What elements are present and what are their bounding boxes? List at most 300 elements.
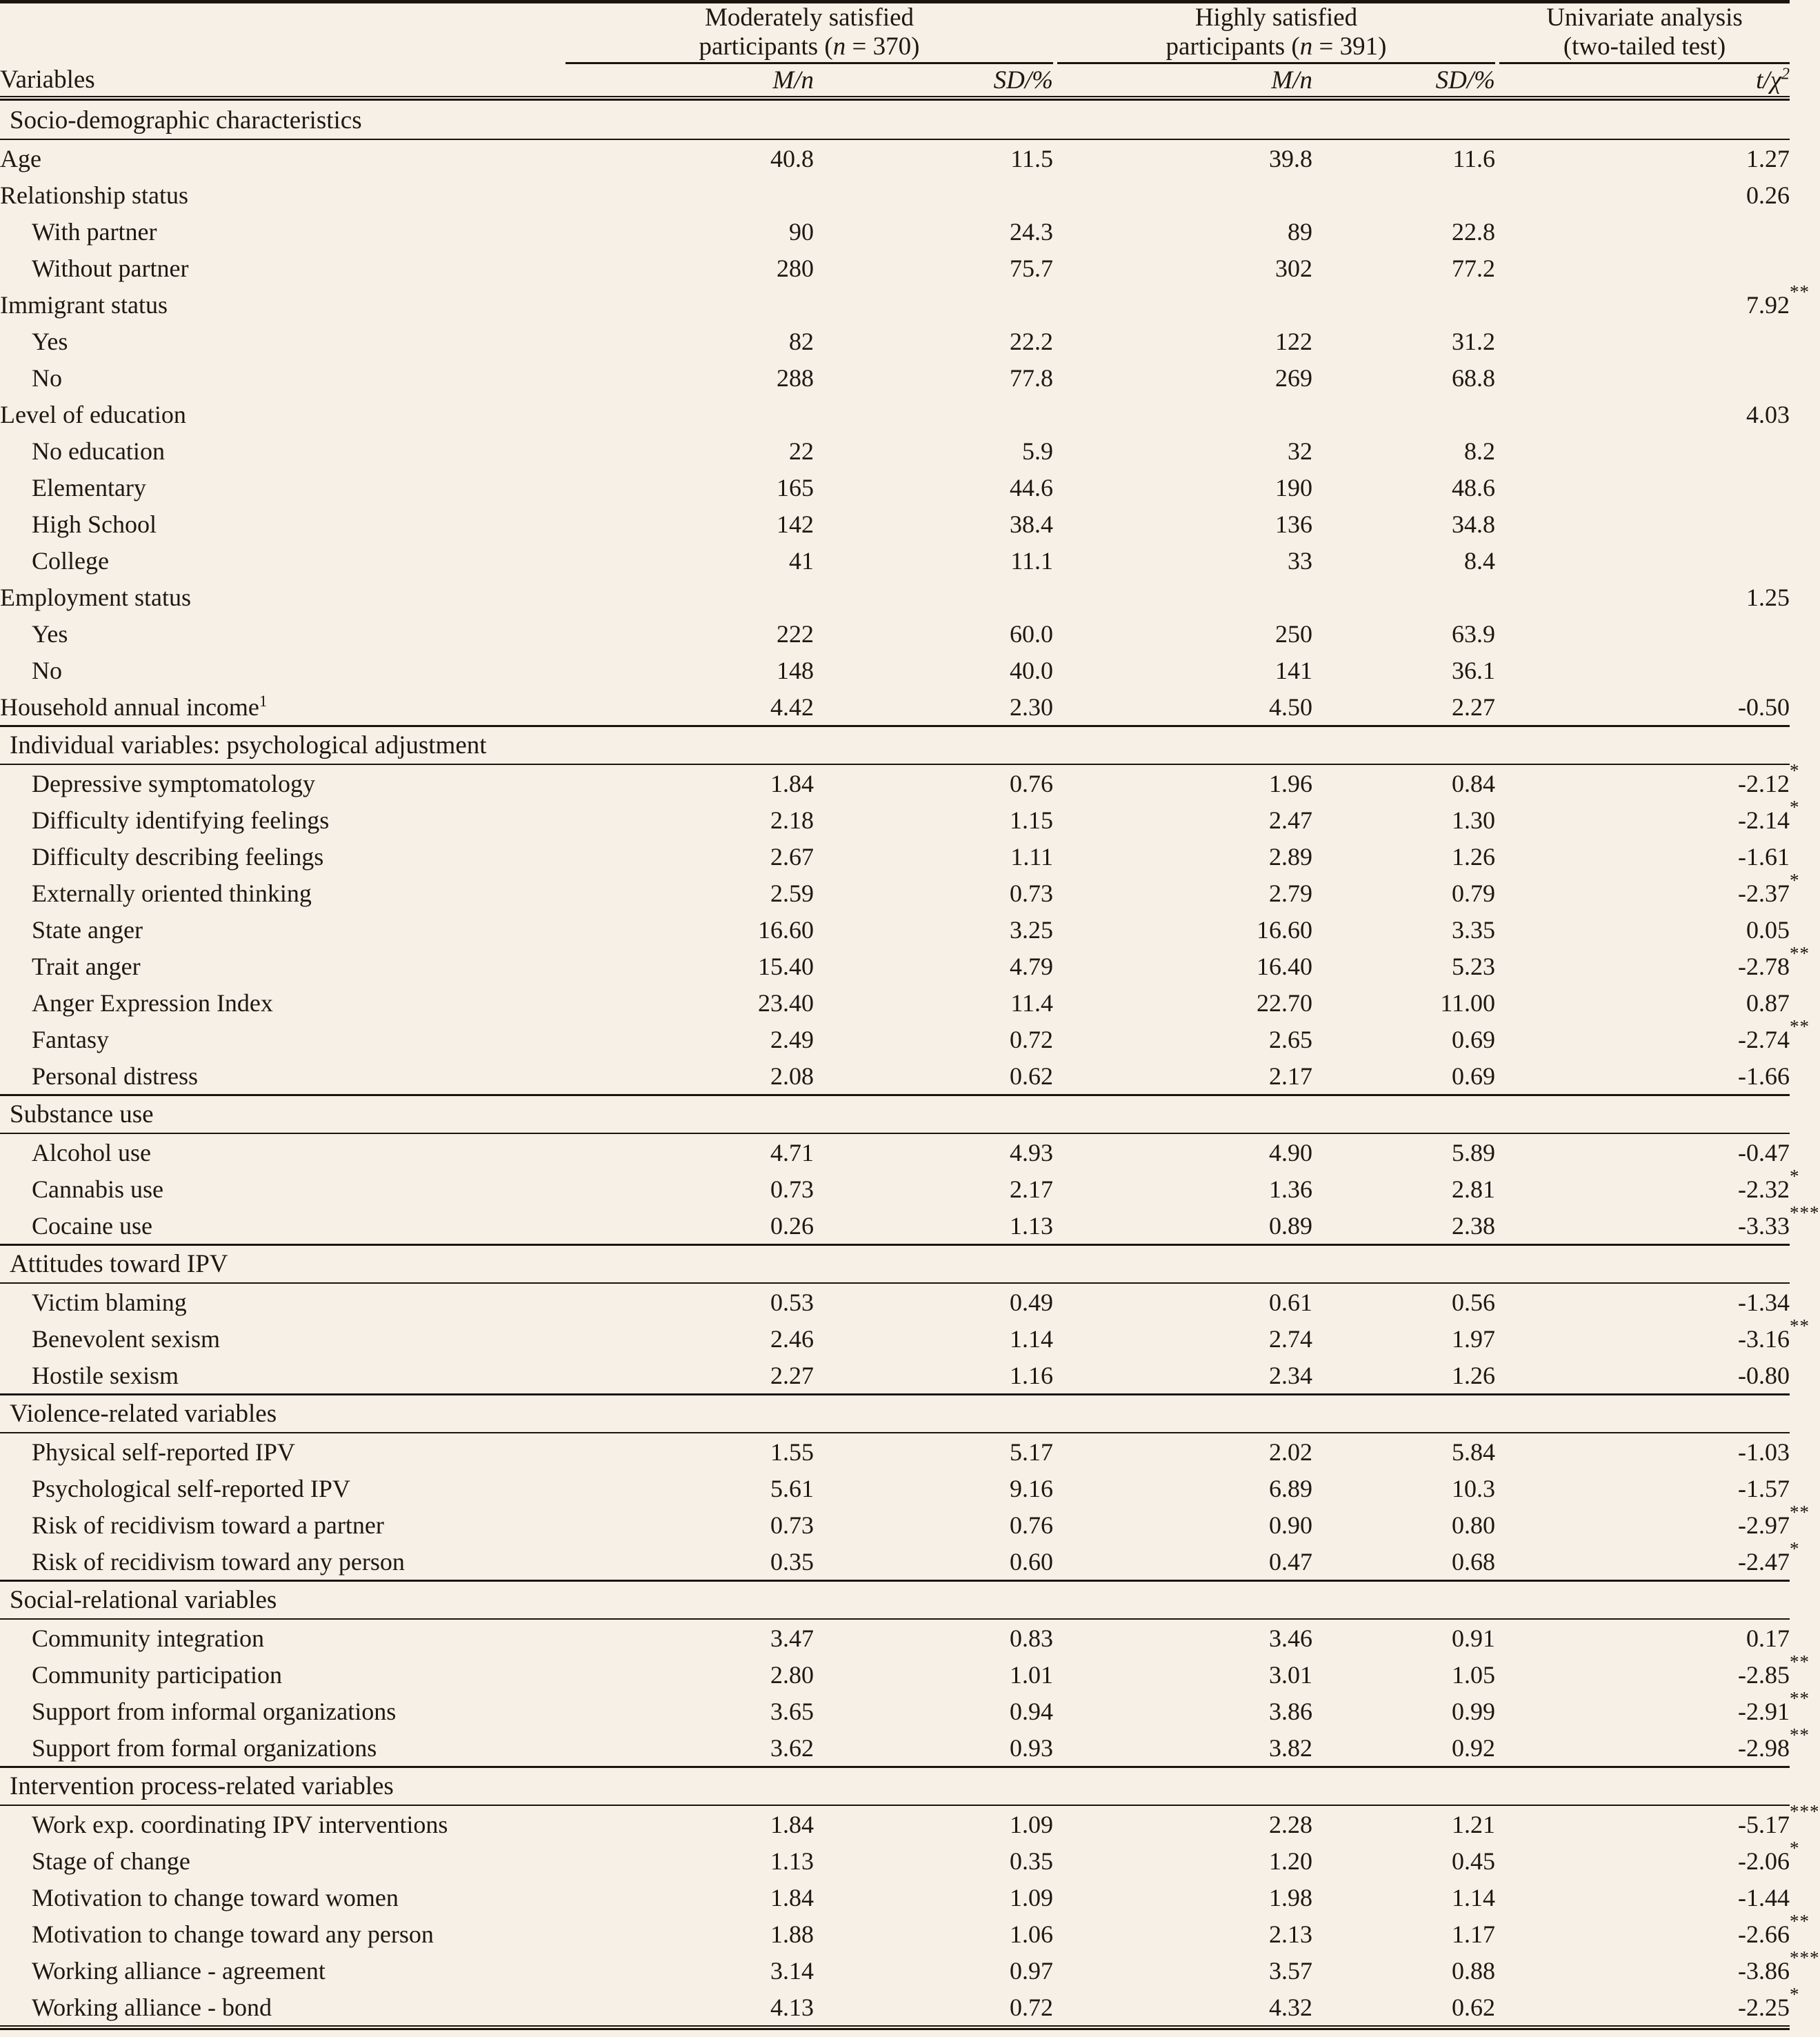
value-m-moderate: 2.27 xyxy=(770,1361,814,1389)
table-row xyxy=(0,1842,1790,1879)
statistic-value: -1.34 xyxy=(1738,1288,1790,1316)
value-sd-high: 2.38 xyxy=(1452,1211,1495,1240)
value-statistic xyxy=(1499,942,1810,984)
value-m-high: 190 xyxy=(1275,473,1312,501)
value-sd-high: 22.8 xyxy=(1452,217,1495,246)
value-sd-high xyxy=(1312,396,1495,433)
variable-label: Age xyxy=(0,144,41,172)
value-sd-moderate: 0.83 xyxy=(1010,1624,1053,1652)
value-m-moderate: 2.46 xyxy=(770,1324,814,1353)
value-m-high: 16.40 xyxy=(1257,952,1312,980)
value-m-high: 3.86 xyxy=(1269,1697,1312,1725)
value-sd-moderate: 2.30 xyxy=(1010,693,1053,721)
group-header-empty-cell xyxy=(0,3,566,63)
value-statistic xyxy=(1499,1538,1800,1581)
variable-label: Yes xyxy=(32,619,68,648)
table-row xyxy=(0,1729,1790,1767)
statistic-value: -3.16 ** xyxy=(1738,1315,1810,1353)
value-sd-high: 5.84 xyxy=(1452,1438,1495,1466)
value-statistic xyxy=(1499,911,1790,948)
statistic-value: -2.37 * xyxy=(1738,869,1800,907)
value-sd-high: 0.88 xyxy=(1452,1956,1495,1985)
statistic-value: 0.17 xyxy=(1746,1624,1790,1652)
table-row xyxy=(0,213,1790,250)
column-header-m-moderate: M/n xyxy=(772,66,814,95)
value-statistic xyxy=(1499,1202,1820,1245)
table-row xyxy=(0,359,1790,396)
table-row xyxy=(0,802,1790,838)
section-title: Substance use xyxy=(0,1095,1790,1134)
value-m-moderate: 0.26 xyxy=(770,1211,814,1240)
value-sd-moderate: 11.5 xyxy=(1010,144,1053,172)
value-sd-moderate: 22.2 xyxy=(1010,327,1053,355)
value-sd-high: 31.2 xyxy=(1452,327,1495,355)
table-row xyxy=(0,1320,1790,1357)
header-bottom-rule xyxy=(0,96,1790,102)
value-sd-high: 0.79 xyxy=(1452,879,1495,907)
table-row xyxy=(0,139,1790,177)
value-sd-moderate: 0.76 xyxy=(1010,769,1053,797)
value-sd-moderate: 0.35 xyxy=(1010,1847,1053,1875)
value-statistic xyxy=(1499,1357,1790,1395)
variable-label: Community participation xyxy=(32,1660,282,1689)
variable-label: High School xyxy=(32,510,157,538)
table-body xyxy=(0,102,1820,2025)
value-sd-moderate: 1.14 xyxy=(1010,1324,1053,1353)
table-row xyxy=(0,1916,1790,1952)
value-statistic xyxy=(1499,281,1810,323)
variable-label: Fantasy xyxy=(32,1025,109,1053)
value-sd-moderate: 40.0 xyxy=(1010,656,1053,684)
variable-label: Externally oriented thinking xyxy=(32,879,312,907)
table-row xyxy=(0,1357,1790,1395)
significance-stars: ** xyxy=(1790,1687,1810,1709)
variable-label: Working alliance - bond xyxy=(32,1993,272,2021)
value-m-high: 2.02 xyxy=(1269,1438,1312,1466)
table-row xyxy=(0,1470,1790,1507)
table-row xyxy=(0,1133,1790,1171)
statistic-value: 0.26 xyxy=(1746,181,1790,209)
value-sd-high: 1.26 xyxy=(1452,842,1495,871)
table-row xyxy=(0,1656,1790,1693)
table-row xyxy=(0,1693,1790,1729)
value-m-moderate: 280 xyxy=(777,254,814,282)
variable-label: Difficulty describing feelings xyxy=(32,842,324,871)
value-m-moderate: 1.55 xyxy=(770,1438,814,1466)
value-m-high: 3.82 xyxy=(1269,1733,1312,1762)
value-sd-high: 1.97 xyxy=(1452,1324,1495,1353)
value-m-moderate: 1.84 xyxy=(770,769,814,797)
value-m-moderate: 222 xyxy=(777,619,814,648)
table-row xyxy=(0,396,1790,433)
value-sd-moderate: 1.16 xyxy=(1010,1361,1053,1389)
value-statistic xyxy=(1499,1947,1820,1989)
value-m-high: 0.89 xyxy=(1269,1211,1312,1240)
value-sd-moderate: 1.15 xyxy=(1010,806,1053,834)
value-sd-high: 0.69 xyxy=(1452,1062,1495,1090)
value-sd-high: 0.56 xyxy=(1452,1288,1495,1316)
value-statistic xyxy=(1499,838,1790,875)
variable-label: No xyxy=(32,656,62,684)
value-statistic xyxy=(1499,1057,1790,1095)
value-statistic xyxy=(1499,1837,1800,1879)
value-statistic xyxy=(1499,177,1790,213)
value-sd-high: 1.17 xyxy=(1452,1920,1495,1948)
variable-label: Household annual income$^1$ xyxy=(0,692,268,721)
variable-label: Anger Expression Index xyxy=(32,988,273,1017)
value-statistic xyxy=(1499,688,1790,726)
value-m-moderate: 2.18 xyxy=(770,806,814,834)
variable-label: College xyxy=(32,546,109,575)
variable-label: With partner xyxy=(32,217,157,246)
value-sd-moderate xyxy=(814,177,1053,213)
value-statistic xyxy=(1499,796,1800,838)
variable-label: Psychological self-reported IPV xyxy=(32,1474,350,1502)
column-header-row xyxy=(0,63,1790,97)
variable-label: Cannabis use xyxy=(32,1175,163,1203)
value-m-moderate: 1.84 xyxy=(770,1810,814,1838)
group-title-line1: Highly satisfied xyxy=(1194,3,1358,32)
value-statistic xyxy=(1499,359,1790,396)
value-m-moderate: 3.47 xyxy=(770,1624,814,1652)
value-sd-moderate: 0.60 xyxy=(1010,1547,1053,1576)
value-sd-moderate: 44.6 xyxy=(1010,473,1053,501)
value-statistic xyxy=(1499,1619,1790,1656)
variable-label: Community integration xyxy=(32,1624,264,1652)
value-m-high: 2.65 xyxy=(1269,1025,1312,1053)
value-sd-moderate: 1.09 xyxy=(1010,1883,1053,1911)
value-m-high: 4.32 xyxy=(1269,1993,1312,2021)
value-m-high: 2.74 xyxy=(1269,1324,1312,1353)
value-sd-moderate: 0.76 xyxy=(1010,1511,1053,1539)
table-row xyxy=(0,469,1790,506)
value-m-high: 136 xyxy=(1275,510,1312,538)
value-m-high: 4.90 xyxy=(1269,1138,1312,1166)
value-sd-moderate: 4.79 xyxy=(1010,952,1053,980)
column-header-sd-high: SD/% xyxy=(1435,66,1495,95)
value-m-high: 1.96 xyxy=(1269,769,1312,797)
section-title: Individual variables: psychological adjustment xyxy=(0,726,1790,765)
value-m-moderate: 1.88 xyxy=(770,1920,814,1948)
table-row xyxy=(0,1057,1790,1095)
significance-stars: *** xyxy=(1790,1947,1820,1968)
chi-square-exponent: 2 xyxy=(1781,65,1790,83)
value-sd-high: 0.92 xyxy=(1452,1733,1495,1762)
variable-label: Hostile sexism xyxy=(32,1361,179,1389)
value-sd-moderate: 0.49 xyxy=(1010,1288,1053,1316)
table-row xyxy=(0,1021,1790,1057)
value-sd-high: 1.30 xyxy=(1452,806,1495,834)
variable-label: Difficulty identifying feelings xyxy=(32,806,330,834)
significance-stars: *** xyxy=(1790,1202,1820,1223)
variable-label: Trait anger xyxy=(32,952,141,980)
variable-label: Yes xyxy=(32,327,68,355)
variable-label: Risk of recidivism toward a partner xyxy=(32,1511,384,1539)
table-row xyxy=(0,542,1790,579)
value-m-moderate: 2.67 xyxy=(770,842,814,871)
section-title: Attitudes toward IPV xyxy=(0,1245,1790,1284)
value-m-moderate: 4.71 xyxy=(770,1138,814,1166)
group-header-univariate-analysis xyxy=(1499,3,1790,63)
value-sd-high: 2.27 xyxy=(1452,693,1495,721)
value-statistic xyxy=(1499,1724,1810,1767)
statistic-value: -1.44 xyxy=(1738,1883,1790,1911)
value-sd-high: 77.2 xyxy=(1452,254,1495,282)
value-m-moderate: 22 xyxy=(789,437,814,465)
value-m-moderate: 3.62 xyxy=(770,1733,814,1762)
value-m-moderate: 1.13 xyxy=(770,1847,814,1875)
value-sd-moderate: 1.01 xyxy=(1010,1660,1053,1689)
table-row xyxy=(0,652,1790,688)
table-row xyxy=(0,323,1790,359)
value-sd-high: 0.80 xyxy=(1452,1511,1495,1539)
statistic-value: -0.50 xyxy=(1738,693,1790,721)
value-sd-moderate: 0.97 xyxy=(1010,1956,1053,1985)
variable-label: State anger xyxy=(32,915,143,944)
value-sd-high: 1.05 xyxy=(1452,1660,1495,1689)
column-header-sd-moderate: SD/% xyxy=(993,66,1053,95)
variable-label: Motivation to change toward any person xyxy=(32,1920,434,1948)
value-statistic xyxy=(1499,1433,1790,1470)
significance-stars: ** xyxy=(1790,942,1810,964)
section-header-row xyxy=(0,1581,1790,1620)
value-m-high: 4.50 xyxy=(1269,693,1312,721)
table-row xyxy=(0,1879,1790,1916)
value-statistic xyxy=(1499,542,1790,579)
section-header-row xyxy=(0,1767,1790,1806)
section-header-row xyxy=(0,1245,1790,1284)
value-sd-high xyxy=(1312,286,1495,323)
statistic-value: 1.27 xyxy=(1746,144,1790,172)
value-statistic xyxy=(1499,1165,1800,1207)
significance-stars: * xyxy=(1790,1538,1800,1559)
value-sd-moderate: 60.0 xyxy=(1010,619,1053,648)
value-m-moderate: 0.73 xyxy=(770,1511,814,1539)
statistic-value: -2.97 ** xyxy=(1738,1501,1810,1539)
value-sd-high: 36.1 xyxy=(1452,656,1495,684)
significance-stars: * xyxy=(1790,1165,1800,1186)
value-statistic xyxy=(1499,615,1790,652)
value-m-high: 39.8 xyxy=(1269,144,1312,172)
value-m-moderate: 3.14 xyxy=(770,1956,814,1985)
variable-label: Support from informal organizations xyxy=(32,1697,397,1725)
variable-label: Level of education xyxy=(0,400,186,428)
significance-stars: *** xyxy=(1790,1800,1820,1822)
variable-label: Benevolent sexism xyxy=(32,1324,220,1353)
value-m-moderate: 142 xyxy=(777,510,814,538)
value-m-moderate: 0.53 xyxy=(770,1288,814,1316)
value-m-high: 2.34 xyxy=(1269,1361,1312,1389)
statistic-value: -2.14 * xyxy=(1738,796,1800,834)
variable-label: Without partner xyxy=(32,254,189,282)
value-sd-moderate xyxy=(814,579,1053,615)
value-m-moderate xyxy=(566,579,814,615)
value-m-moderate: 2.59 xyxy=(770,879,814,907)
value-statistic xyxy=(1499,869,1800,911)
value-sd-moderate: 77.8 xyxy=(1010,364,1053,392)
significance-stars: * xyxy=(1790,1837,1800,1858)
variable-label: Risk of recidivism toward any person xyxy=(32,1547,405,1576)
value-statistic xyxy=(1499,652,1790,688)
value-sd-moderate: 5.17 xyxy=(1010,1438,1053,1466)
variable-label: Physical self-reported IPV xyxy=(32,1438,295,1466)
value-sd-moderate: 3.25 xyxy=(1010,915,1053,944)
statistic-value: 0.05 xyxy=(1746,915,1790,944)
value-statistic xyxy=(1499,250,1790,286)
group-header-moderately-satisfied xyxy=(566,3,1053,63)
table-row xyxy=(0,984,1790,1021)
table-row xyxy=(0,1619,1790,1656)
table-row xyxy=(0,250,1790,286)
value-statistic xyxy=(1499,984,1790,1021)
value-statistic xyxy=(1499,433,1790,469)
value-sd-high: 0.62 xyxy=(1452,1993,1495,2021)
value-m-high: 250 xyxy=(1275,619,1312,648)
table-row xyxy=(0,688,1790,726)
value-sd-moderate: 0.73 xyxy=(1010,879,1053,907)
value-sd-moderate: 11.4 xyxy=(1010,988,1053,1017)
value-sd-high: 48.6 xyxy=(1452,473,1495,501)
table-row xyxy=(0,1283,1790,1320)
value-statistic xyxy=(1499,1687,1810,1729)
value-m-moderate: 0.73 xyxy=(770,1175,814,1203)
value-m-high: 16.60 xyxy=(1257,915,1312,944)
value-sd-moderate: 38.4 xyxy=(1010,510,1053,538)
column-header-t-chi2: $t/\chi^2$ xyxy=(1756,65,1790,95)
statistic-value: -2.78 ** xyxy=(1738,942,1810,980)
value-sd-moderate: 24.3 xyxy=(1010,217,1053,246)
variable-label: Cocaine use xyxy=(32,1211,152,1240)
variable-label: Elementary xyxy=(32,473,146,501)
value-m-high: 1.98 xyxy=(1269,1883,1312,1911)
value-sd-moderate: 0.93 xyxy=(1010,1733,1053,1762)
table-row xyxy=(0,1989,1790,2025)
value-m-high: 89 xyxy=(1288,217,1312,246)
value-statistic xyxy=(1499,1800,1820,1842)
table-row xyxy=(0,1207,1790,1245)
value-m-high: 122 xyxy=(1275,327,1312,355)
significance-stars: ** xyxy=(1790,1315,1810,1336)
significance-stars: * xyxy=(1790,869,1800,891)
group-header-highly-satisfied xyxy=(1057,3,1495,63)
value-sd-high: 5.23 xyxy=(1452,952,1495,980)
value-m-high: 302 xyxy=(1275,254,1312,282)
value-sd-high: 11.6 xyxy=(1452,144,1495,172)
value-statistic xyxy=(1499,506,1790,542)
variable-label: No education xyxy=(32,437,165,465)
value-m-high: 22.70 xyxy=(1257,988,1312,1017)
statistic-value: -2.98 ** xyxy=(1738,1724,1810,1762)
value-sd-high: 10.3 xyxy=(1452,1474,1495,1502)
statistic-value: 4.03 xyxy=(1746,400,1790,428)
value-sd-high: 2.81 xyxy=(1452,1175,1495,1203)
value-statistic xyxy=(1499,1133,1790,1171)
value-m-moderate: 5.61 xyxy=(770,1474,814,1502)
section-header-row xyxy=(0,1095,1790,1134)
value-sd-high: 3.35 xyxy=(1452,915,1495,944)
value-m-moderate: 4.42 xyxy=(770,693,814,721)
statistic-value: -2.74 ** xyxy=(1738,1015,1810,1053)
section-header-row xyxy=(0,726,1790,765)
column-header-variables: Variables xyxy=(0,65,95,94)
value-sd-moderate: 0.72 xyxy=(1010,1993,1053,2021)
statistic-value: -2.47 * xyxy=(1738,1538,1800,1576)
value-sd-high: 5.89 xyxy=(1452,1138,1495,1166)
value-m-high: 2.79 xyxy=(1269,879,1312,907)
value-statistic xyxy=(1499,1879,1790,1916)
statistic-value: -3.86 *** xyxy=(1738,1947,1820,1985)
value-sd-moderate: 11.1 xyxy=(1010,546,1053,575)
value-m-high xyxy=(1057,396,1312,433)
value-sd-moderate: 1.11 xyxy=(1010,842,1053,871)
value-statistic xyxy=(1499,1651,1810,1693)
statistic-value: 1.25 xyxy=(1746,583,1790,611)
table-row xyxy=(0,506,1790,542)
section-title: Violence-related variables xyxy=(0,1395,1790,1433)
statistic-value: -1.57 xyxy=(1738,1474,1790,1502)
value-sd-high: 1.26 xyxy=(1452,1361,1495,1389)
value-m-high: 2.47 xyxy=(1269,806,1312,834)
value-m-moderate: 2.49 xyxy=(770,1025,814,1053)
value-statistic xyxy=(1499,139,1790,177)
significance-stars: ** xyxy=(1790,1651,1810,1672)
table-row xyxy=(0,948,1790,984)
group-title-line1: Moderately satisfied xyxy=(704,3,914,32)
value-m-high: 269 xyxy=(1275,364,1312,392)
value-m-high xyxy=(1057,579,1312,615)
value-m-moderate: 165 xyxy=(777,473,814,501)
statistic-value: -2.06 * xyxy=(1738,1837,1800,1875)
variable-label: Motivation to change toward women xyxy=(32,1883,399,1911)
variable-label: Immigrant status xyxy=(0,290,168,319)
value-sd-moderate: 5.9 xyxy=(1022,437,1053,465)
value-statistic xyxy=(1499,759,1800,802)
value-m-moderate: 82 xyxy=(789,327,814,355)
table-row xyxy=(0,1433,1790,1470)
significance-stars: ** xyxy=(1790,1015,1810,1037)
value-statistic xyxy=(1499,469,1790,506)
statistic-value: -2.25 * xyxy=(1738,1983,1800,2021)
variable-label: Personal distress xyxy=(32,1062,198,1090)
table-row xyxy=(0,433,1790,469)
value-m-moderate: 16.60 xyxy=(758,915,814,944)
significance-stars: * xyxy=(1790,796,1800,817)
value-m-high: 0.47 xyxy=(1269,1547,1312,1576)
value-m-moderate: 90 xyxy=(789,217,814,246)
table-row xyxy=(0,1543,1790,1581)
statistic-value: -1.61 xyxy=(1738,842,1790,871)
value-sd-high: 1.14 xyxy=(1452,1883,1495,1911)
value-m-high xyxy=(1057,177,1312,213)
statistic-value: -0.47 xyxy=(1738,1138,1790,1166)
variable-label: Relationship status xyxy=(0,181,188,209)
value-sd-moderate: 2.17 xyxy=(1010,1175,1053,1203)
variable-label: Depressive symptomatology xyxy=(32,769,315,797)
value-m-moderate xyxy=(566,396,814,433)
value-sd-high: 0.84 xyxy=(1452,769,1495,797)
statistic-value: -5.17 *** xyxy=(1738,1800,1820,1838)
group-title-line2: participants (n = 391) xyxy=(1166,32,1387,61)
value-sd-high: 8.2 xyxy=(1464,437,1495,465)
section-title: Intervention process-related variables xyxy=(0,1767,1790,1806)
section-title: Social-relational variables xyxy=(0,1581,1790,1620)
value-sd-moderate: 1.09 xyxy=(1010,1810,1053,1838)
value-sd-moderate xyxy=(814,396,1053,433)
value-statistic xyxy=(1499,1315,1810,1357)
value-sd-moderate: 9.16 xyxy=(1010,1474,1053,1502)
value-m-high: 0.90 xyxy=(1269,1511,1312,1539)
statistic-value: -2.91 ** xyxy=(1738,1687,1810,1725)
